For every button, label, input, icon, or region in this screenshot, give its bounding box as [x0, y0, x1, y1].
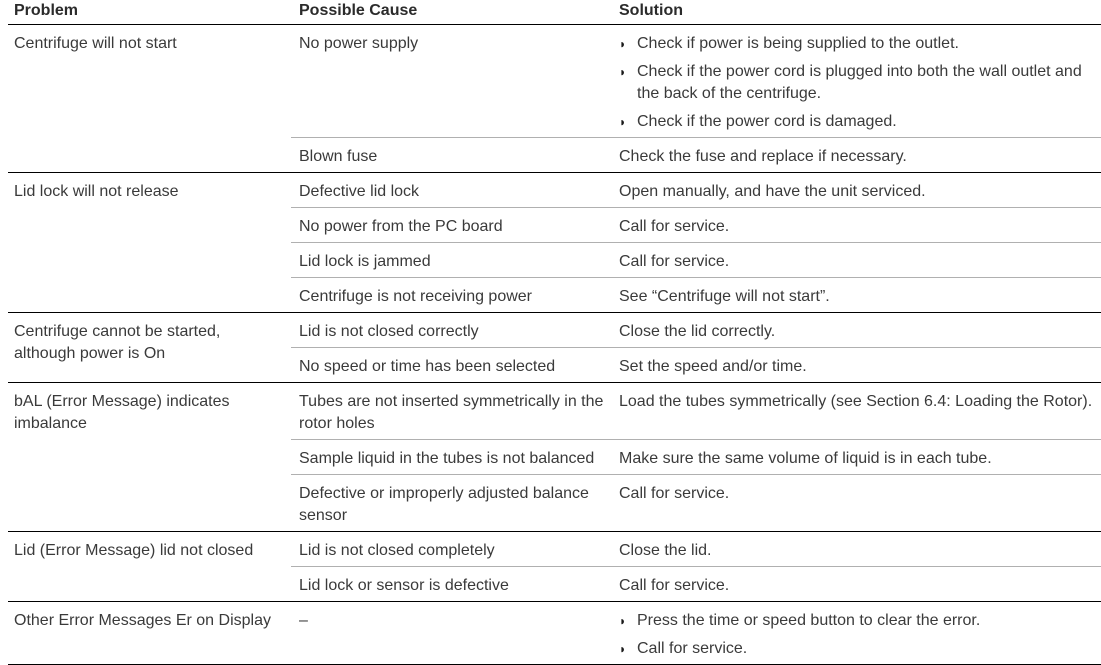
solution-cell — [619, 440, 1101, 474]
table-row — [291, 532, 1101, 566]
solution-text: Call for service. — [619, 218, 730, 235]
cause-cell: Lid lock is jammed — [299, 253, 431, 270]
bullet-icon: ◗ — [619, 614, 627, 628]
problem-cell: Centrifuge cannot be started, although power is On — [14, 323, 221, 362]
solution-bullet — [619, 61, 1101, 105]
table-row — [291, 207, 1101, 242]
solution-cell — [619, 25, 1101, 137]
solution-text: Load the tubes symmetrically (see Section 6.4: Loading the Rotor). — [619, 393, 1093, 410]
table-row — [291, 474, 1101, 531]
solution-text: Call for service. — [619, 577, 730, 594]
cause-cell: Sample liquid in the tubes is not balanced — [299, 450, 595, 467]
troubleshooting-table — [8, 0, 1101, 665]
cause-cell: No power supply — [299, 35, 419, 52]
cause-cell: Lid is not closed correctly — [299, 323, 479, 340]
solution-bullet — [619, 111, 1101, 133]
header-cause: Possible Cause — [299, 2, 418, 19]
solution-text: Open manually, and have the unit serviced. — [619, 183, 926, 200]
problem-cell: Lid (Error Message) lid not closed — [14, 542, 254, 559]
bullet-text: Check if power is being supplied to the outlet. — [637, 35, 959, 52]
cause-cell: Lid is not closed completely — [299, 542, 495, 559]
solution-cell — [619, 278, 1101, 312]
table-row — [291, 277, 1101, 312]
bullet-text: Check if the power cord is plugged into both the wall outlet and the back of the centrifuge. — [637, 63, 1082, 102]
bullet-icon: ◗ — [619, 37, 627, 51]
table-row — [291, 566, 1101, 601]
table-row — [291, 313, 1101, 347]
bullet-text: Press the time or speed button to clear the error. — [637, 612, 981, 629]
problem-group — [8, 383, 1101, 532]
solution-text: Set the speed and/or time. — [619, 358, 807, 375]
solution-cell — [619, 313, 1101, 347]
bullet-text: Check if the power cord is damaged. — [637, 113, 897, 130]
table-row — [291, 173, 1101, 207]
table-row — [291, 137, 1101, 172]
problem-group — [8, 313, 1101, 383]
solution-bullet — [619, 638, 1101, 660]
solution-text: Call for service. — [619, 253, 730, 270]
problem-cell: Other Error Messages Er on Display — [14, 612, 271, 629]
table-row — [291, 347, 1101, 382]
solution-text: Make sure the same volume of liquid is in each tube. — [619, 450, 992, 467]
cause-cell: Tubes are not inserted symmetrically in the rotor holes — [299, 393, 604, 432]
problem-group — [8, 602, 1101, 665]
solution-bullet — [619, 33, 1101, 55]
table-row — [291, 602, 1101, 664]
problem-group — [8, 25, 1101, 173]
solution-cell — [619, 138, 1101, 172]
header-problem: Problem — [14, 2, 79, 19]
solution-cell — [619, 348, 1101, 382]
solution-text: Close the lid correctly. — [619, 323, 776, 340]
solution-cell — [619, 475, 1101, 509]
table-row — [291, 242, 1101, 277]
solution-text: Call for service. — [619, 485, 730, 502]
cause-cell: Defective or improperly adjusted balance sensor — [299, 485, 589, 524]
solution-text: See “Centrifuge will not start”. — [619, 288, 830, 305]
solution-cell — [619, 383, 1101, 417]
bullet-icon: ◗ — [619, 65, 627, 79]
problem-cell: Centrifuge will not start — [14, 35, 177, 52]
bullet-icon: ◗ — [619, 642, 627, 656]
problem-cell: bAL (Error Message) indicates imbalance — [14, 393, 230, 432]
solution-bullet — [619, 610, 1101, 632]
table-row — [291, 439, 1101, 474]
table-header — [8, 0, 1101, 25]
header-solution: Solution — [619, 2, 683, 19]
bullet-icon: ◗ — [619, 115, 627, 129]
cause-cell: Centrifuge is not receiving power — [299, 288, 533, 305]
problem-group — [8, 173, 1101, 313]
cause-cell: Lid lock or sensor is defective — [299, 577, 509, 594]
solution-text: Check the fuse and replace if necessary. — [619, 148, 907, 165]
solution-cell — [619, 532, 1101, 566]
solution-cell — [619, 567, 1101, 601]
cause-cell: No speed or time has been selected — [299, 358, 556, 375]
solution-text: Close the lid. — [619, 542, 712, 559]
solution-cell — [619, 243, 1101, 277]
problem-group — [8, 532, 1101, 602]
cause-cell: No power from the PC board — [299, 218, 503, 235]
table-row — [291, 25, 1101, 137]
cause-cell: – — [299, 612, 308, 629]
solution-cell — [619, 208, 1101, 242]
bullet-text: Call for service. — [637, 640, 748, 657]
table-row — [291, 383, 1101, 439]
solution-cell — [619, 602, 1101, 664]
problem-cell: Lid lock will not release — [14, 183, 179, 200]
cause-cell: Defective lid lock — [299, 183, 420, 200]
table-body — [8, 25, 1101, 665]
solution-cell — [619, 173, 1101, 207]
cause-cell: Blown fuse — [299, 148, 378, 165]
